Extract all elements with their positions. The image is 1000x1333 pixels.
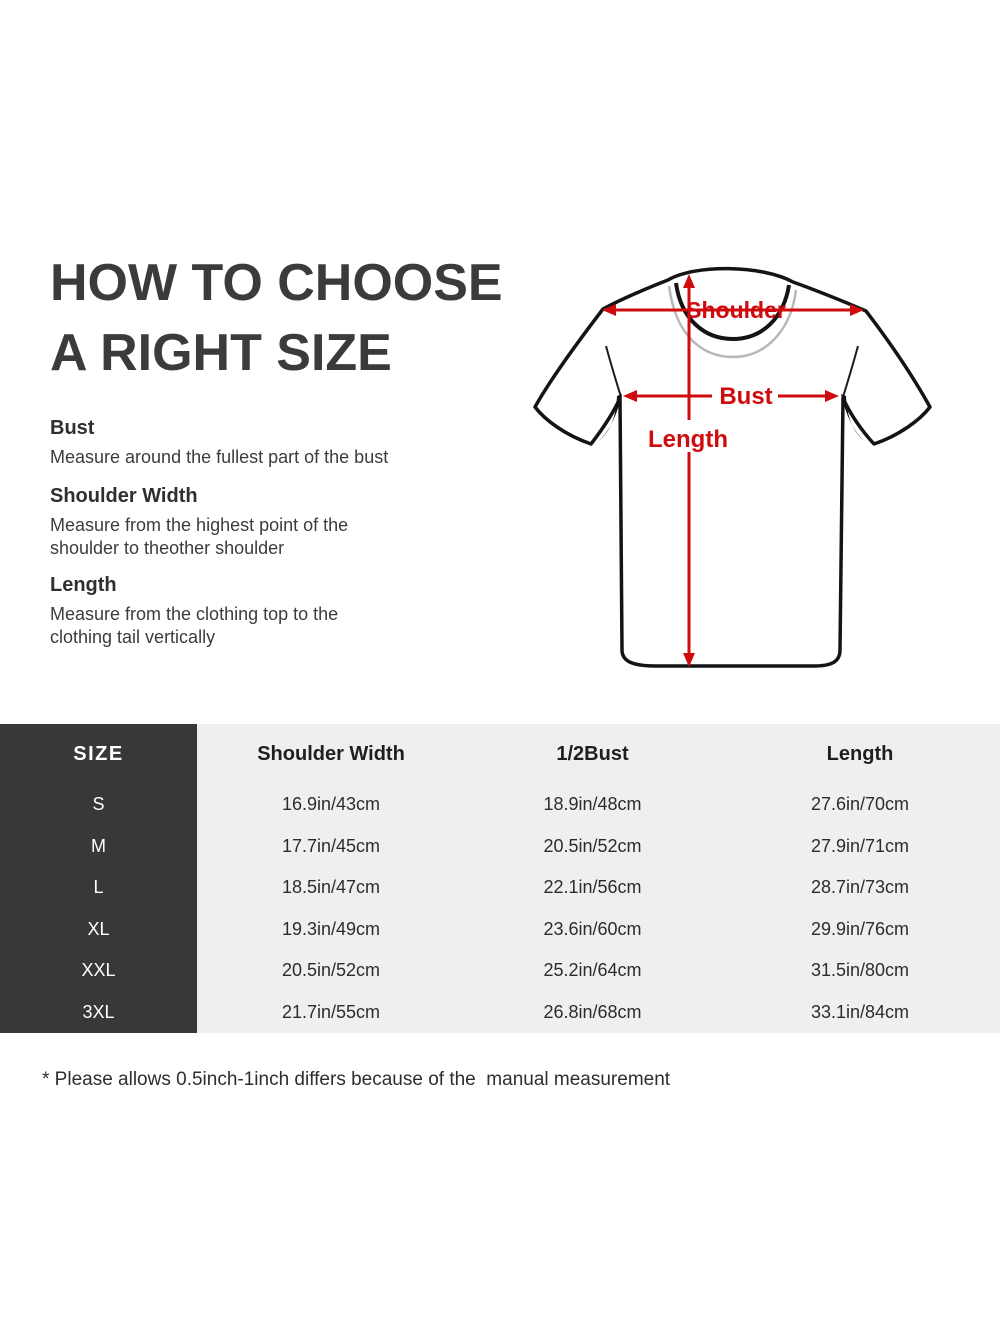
size-table-header-size: SIZE xyxy=(0,724,197,784)
page-title-line2: A RIGHT SIZE xyxy=(50,324,392,382)
size-table-header-bust: 1/2Bust xyxy=(465,724,720,784)
shoulder-width-cell: 16.9in/43cm xyxy=(197,784,465,826)
shoulder-arrow-label: Shoulder xyxy=(686,297,786,323)
length-arrow-label: Length xyxy=(648,426,728,453)
instruction-length-description-line2: clothing tail vertically xyxy=(50,627,216,647)
instruction-bust-description-line1: Measure around the fullest part of the bust xyxy=(50,447,389,467)
page-title xyxy=(50,248,503,388)
size-cell: XL xyxy=(0,909,197,951)
measurement-disclaimer: * Please allows 0.5inch-1inch differs because of the manual measurement xyxy=(42,1069,671,1090)
half-bust-cell: 18.9in/48cm xyxy=(465,784,720,826)
shoulder-width-cell: 17.7in/45cm xyxy=(197,826,465,868)
size-cell: S xyxy=(0,784,197,826)
shoulder-width-cell: 20.5in/52cm xyxy=(197,950,465,992)
half-bust-cell: 26.8in/68cm xyxy=(465,992,720,1034)
instruction-length-description xyxy=(50,603,470,649)
bust-arrow-label: Bust xyxy=(719,383,773,410)
instruction-shoulder-description-line2: shoulder to theother shoulder xyxy=(50,538,285,558)
instruction-shoulder-description-line1: Measure from the highest point of the xyxy=(50,515,349,535)
size-table xyxy=(0,724,1000,1033)
instruction-bust-label: Bust xyxy=(50,417,95,439)
size-cell: XXL xyxy=(0,950,197,992)
instruction-shoulder-label: Shoulder Width xyxy=(50,485,198,507)
instruction-bust-description xyxy=(50,446,470,469)
size-table-header-shoulder: Shoulder Width xyxy=(197,724,465,784)
size-cell: 3XL xyxy=(0,992,197,1034)
length-cell: 33.1in/84cm xyxy=(720,992,1000,1034)
length-cell: 31.5in/80cm xyxy=(720,950,1000,992)
shoulder-width-cell: 21.7in/55cm xyxy=(197,992,465,1034)
instruction-length-label: Length xyxy=(50,574,117,596)
tshirt-outline-shape xyxy=(535,269,930,666)
size-table-header-length: Length xyxy=(720,724,1000,784)
half-bust-cell: 22.1in/56cm xyxy=(465,867,720,909)
length-cell: 27.9in/71cm xyxy=(720,826,1000,868)
half-bust-cell: 23.6in/60cm xyxy=(465,909,720,951)
half-bust-cell: 20.5in/52cm xyxy=(465,826,720,868)
length-cell: 28.7in/73cm xyxy=(720,867,1000,909)
length-cell: 29.9in/76cm xyxy=(720,909,1000,951)
page-title-line1: HOW TO CHOOSE xyxy=(50,254,503,312)
instruction-length-description-line1: Measure from the clothing top to the xyxy=(50,604,339,624)
length-cell: 27.6in/70cm xyxy=(720,784,1000,826)
instruction-shoulder-description xyxy=(50,514,470,560)
shoulder-width-cell: 18.5in/47cm xyxy=(197,867,465,909)
tshirt-measurement-diagram xyxy=(500,250,950,700)
size-cell: L xyxy=(0,867,197,909)
half-bust-cell: 25.2in/64cm xyxy=(465,950,720,992)
size-cell: M xyxy=(0,826,197,868)
shoulder-width-cell: 19.3in/49cm xyxy=(197,909,465,951)
